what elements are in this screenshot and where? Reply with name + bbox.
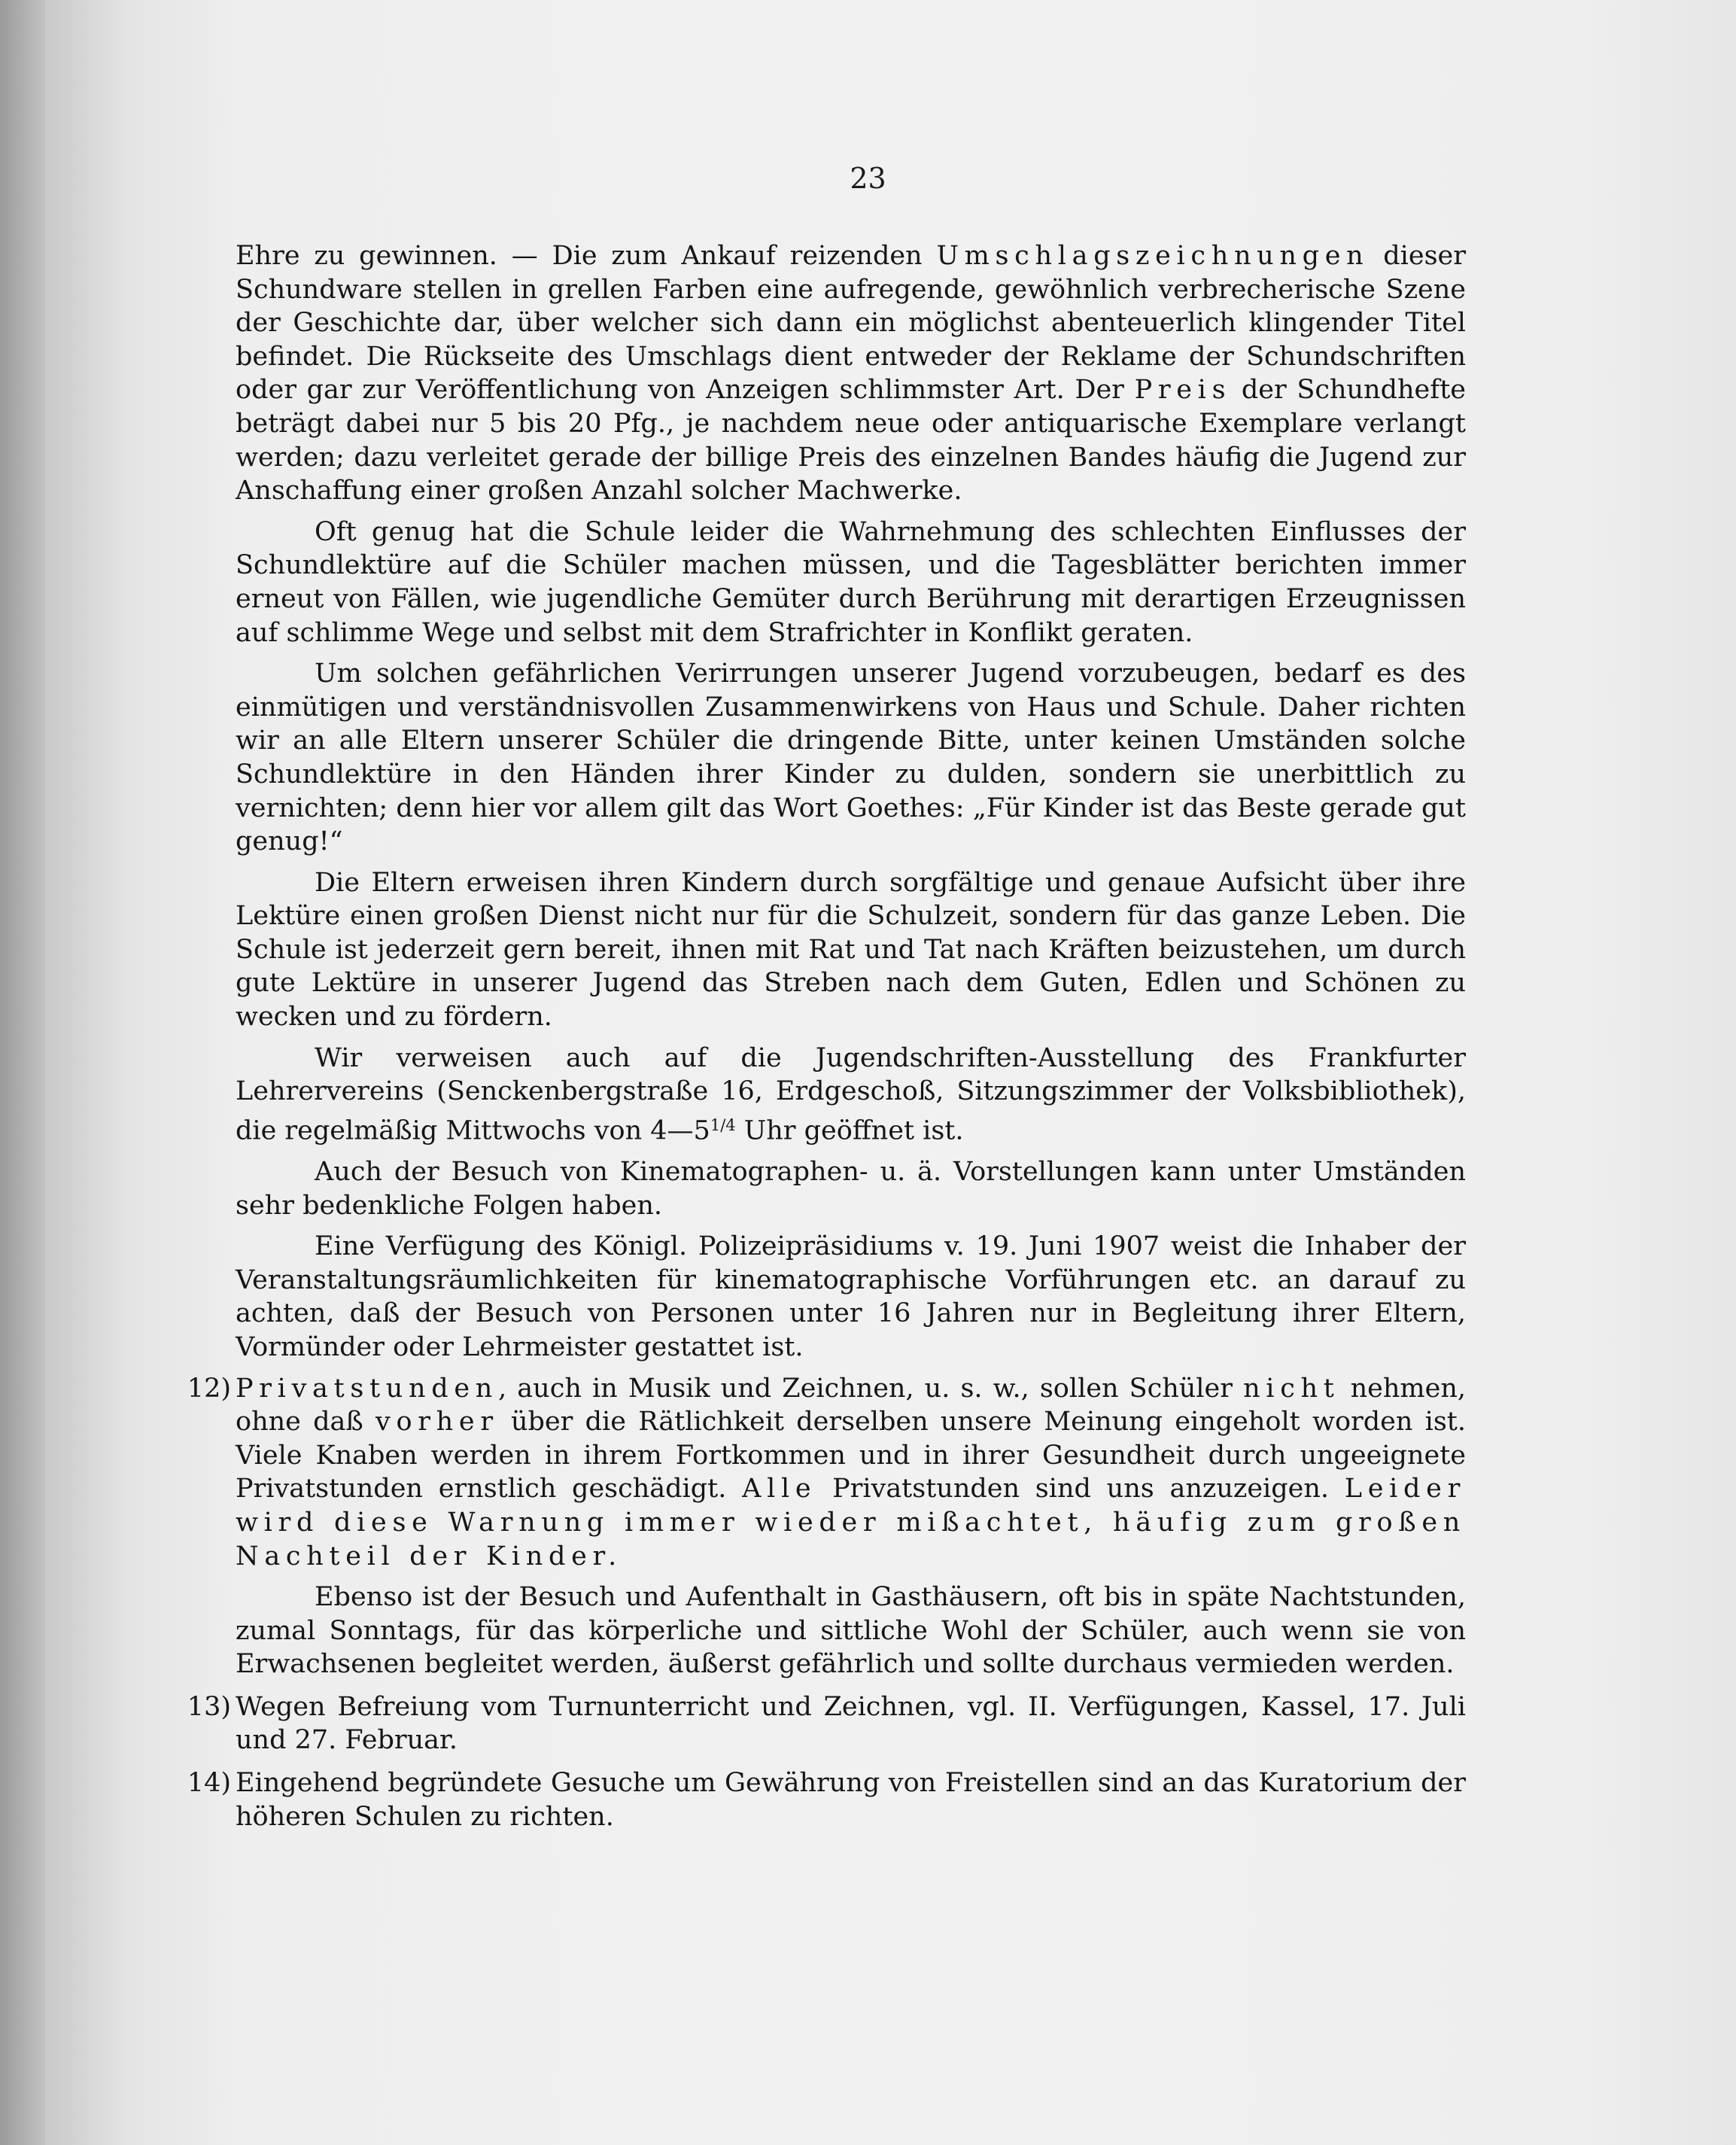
p1-text-e: der Schundhefte beträgt dabei nur 5 bis 20 Pfg., je nachdem neue oder antiquarische Exemplare verlangt werden; dazu verleitet gerade der billige Preis des einzelnen Bandes häufig die Jugend zur Anschaffung einer großen Anzahl solcher Machwerke. [236, 375, 1466, 507]
paragraph-kinematographen: Auch der Besuch von Kinematographen- u. ä. Vorstellungen kann unter Umständen sehr bedenkliche Folgen haben. [236, 1156, 1466, 1221]
item-13-text: Wegen Befreiung vom Turnunterricht und Zeichnen, vgl. II. Verfügungen, Kassel, 17. Juli und 27. Februar. [236, 1691, 1466, 1756]
emphasis-alle: Alle [742, 1474, 817, 1505]
paragraph-ausstellung [236, 1042, 1466, 1148]
p5-text-b: Uhr geöffnet ist. [735, 1115, 964, 1146]
item-12-text-b: , auch in Musik und Zeichnen, u. s. w., sollen Schüler [498, 1373, 1244, 1404]
item-12 [187, 1372, 1466, 1681]
p1-text-c: dieser Schundware stellen in grellen Farben eine aufregende, gewöhnlich verbrecherische Szene der Geschichte dar, über welcher sich dann ein möglichst abenteuerlich klingender Titel befindet. Die Rückseite des Umschlags dient entweder der Reklame der Schundschriften oder gar zur Veröffentlichung von Anzeigen schlimmster Art. Der [236, 241, 1466, 406]
body-text [187, 239, 1466, 1842]
page-number: 23 [850, 162, 886, 195]
paragraph-umschlag [236, 239, 1466, 508]
emphasis-warnung: Leider wird diese Warnung immer wieder mißachtet, häufig zum großen Nachteil der Kinder. [236, 1474, 1466, 1571]
paragraph-verirrungen: Um solchen gefährlichen Verirrungen unserer Jugend vorzubeugen, bedarf es des einmütigen und verständnisvollen Zusammenwirkens von Haus und Schule. Daher richten wir an alle Eltern unserer Schüler die dringende Bitte, unter keinen Umständen solche Schundlektüre in den Händen ihrer Kinder zu dulden, sondern sie unerbittlich zu vernichten; denn hier vor allem gilt das Wort Goethes: „Für Kinder ist das Beste gerade gut genug!“ [236, 659, 1466, 857]
item-12-paragraph-privatstunden [236, 1372, 1466, 1574]
p5-fraction: 1/4 [710, 1115, 736, 1134]
emphasis-privatstunden: Privatstunden [236, 1373, 499, 1404]
emphasis-nicht: nicht [1243, 1373, 1340, 1404]
item-13 [187, 1690, 1466, 1757]
binding-shadow [0, 0, 45, 2145]
p1-text-a: Ehre zu gewinnen. — Die zum Ankauf reizenden [236, 241, 937, 271]
emphasis-vorher: vorher [375, 1407, 499, 1438]
p5-text-a: Wir verweisen auch auf die Jugendschriften-Ausstellung des Frankfurter Lehrervereins (Senckenbergstraße 16, Erdgeschoß, Sitzungszimmer der Volksbibliothek), die regelmäßig Mittwochs von 4—5 [236, 1042, 1466, 1146]
paragraph-aufsicht: Die Eltern erweisen ihren Kindern durch sorgfältige und genaue Aufsicht über ihre Lektüre einen großen Dienst nicht nur für die Schulzeit, sondern für das ganze Leben. Die Schule ist jederzeit gern bereit, ihnen mit Rat und Tat nach Kräften beizustehen, um durch gute Lektüre in unserer Jugend das Streben nach dem Guten, Edlen und Schönen zu wecken und zu fördern. [236, 867, 1466, 1033]
item-12-text-d: nehmen, ohne daß [236, 1373, 1466, 1438]
p1-emphasis-preis: Preis [1134, 375, 1232, 406]
item-14-text: Eingehend begründete Gesuche um Gewährung von Freistellen sind an das Kuratorium der höheren Schulen zu richten. [236, 1768, 1466, 1832]
item-number: 13) [187, 1691, 231, 1722]
item-number: 14) [187, 1768, 231, 1799]
item-12-paragraph-gasthaeuser: Ebenso ist der Besuch und Aufenthalt in Gasthäusern, oft bis in späte Nachtstunden, zumal Sonntags, für das körperliche und sittliche Wohl der Schüler, auch wenn sie von Erwachsenen begleitet werden, äußerst gefährlich und sollte durchaus vermieden werden. [236, 1582, 1466, 1680]
item-12-text-f: über die Rätlichkeit derselben unsere Meinung eingeholt worden ist. Viele Knaben werden in ihrem Fortkommen und in ihrer Gesundheit durch ungeeignete Privatstunden ernstlich geschädigt. [236, 1407, 1466, 1505]
item-14 [187, 1766, 1466, 1833]
p1-emphasis-umschlagszeichnungen: Umschlagszeichnungen [936, 241, 1370, 271]
paragraph-einfluss: Oft genug hat die Schule leider die Wahrnehmung des schlechten Einflusses der Schundlektüre auf die Schüler machen müssen, und die Tagesblätter berichten immer erneut von Fällen, wie jugendliche Gemüter durch Berührung mit derartigen Erzeugnissen auf schlimme Wege und selbst mit dem Strafrichter in Konflikt geraten. [236, 516, 1466, 648]
item-number: 12) [187, 1373, 231, 1404]
item-12-text-h: Privatstunden sind uns anzuzeigen. [816, 1474, 1345, 1505]
paragraph-polizei: Eine Verfügung des Königl. Polizeipräsidiums v. 19. Juni 1907 weist die Inhaber der Veranstaltungsräumlichkeiten für kinematographische Vorführungen etc. an darauf zu achten, daß der Besuch von Personen unter 16 Jahren nur in Begleitung ihrer Eltern, Vormünder oder Lehrmeister gestattet ist. [236, 1231, 1466, 1362]
